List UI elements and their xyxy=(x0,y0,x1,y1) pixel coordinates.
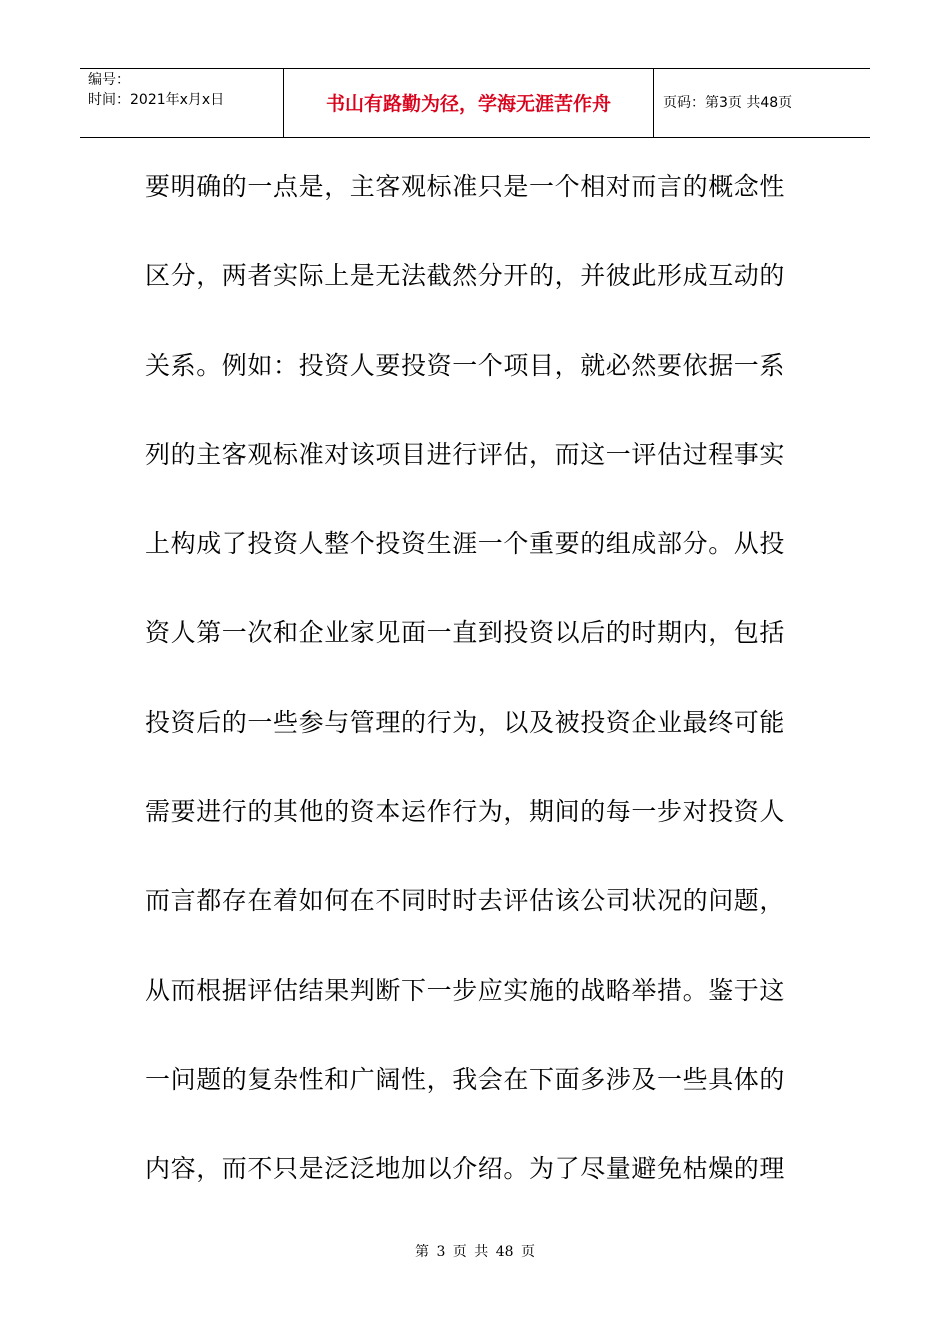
body-line: 列的主客观标准对该项目进行评估，而这一评估过程事实 xyxy=(145,439,786,469)
body-line: 内容，而不只是泛泛地加以介绍。为了尽量避免枯燥的理 xyxy=(145,1154,786,1184)
document-number-label: 编号： xyxy=(88,72,130,88)
header-motto-cell xyxy=(284,69,654,137)
body-line: 区分，两者实际上是无法截然分开的，并彼此形成互动的 xyxy=(145,261,786,291)
header-page-info: 页码：第3页 共48页 xyxy=(663,95,793,111)
header-motto: 书山有路勤为径，学海无涯苦作舟 xyxy=(325,93,611,115)
page-footer: 第 3 页 共 48 页 xyxy=(415,1244,535,1260)
body-text xyxy=(145,160,785,1232)
body-line: 投资后的一些参与管理的行为，以及被投资企业最终可能 xyxy=(145,707,786,737)
body-line: 关系。例如：投资人要投资一个项目，就必然要依据一系 xyxy=(145,350,786,380)
body-line: 而言都存在着如何在不同时时去评估该公司状况的问题， xyxy=(145,886,786,916)
body-line: 要明确的一点是，主客观标准只是一个相对而言的概念性 xyxy=(145,172,786,201)
body-line: 从而根据评估结果判断下一步应实施的战略举措。鉴于这 xyxy=(145,975,786,1005)
body-line: 需要进行的其他的资本运作行为，期间的每一步对投资人 xyxy=(145,797,786,827)
header-page-cell xyxy=(654,69,870,137)
document-date-label: 时间：2021年x月x日 xyxy=(88,92,225,108)
body-line: 上构成了投资人整个投资生涯一个重要的组成部分。从投 xyxy=(145,529,786,559)
header-meta-cell xyxy=(80,69,284,137)
page-header xyxy=(80,68,870,138)
body-line: 一问题的复杂性和广阔性，我会在下面多涉及一些具体的 xyxy=(145,1064,786,1094)
body-line: 资人第一次和企业家见面一直到投资以后的时期内，包括 xyxy=(145,618,786,648)
